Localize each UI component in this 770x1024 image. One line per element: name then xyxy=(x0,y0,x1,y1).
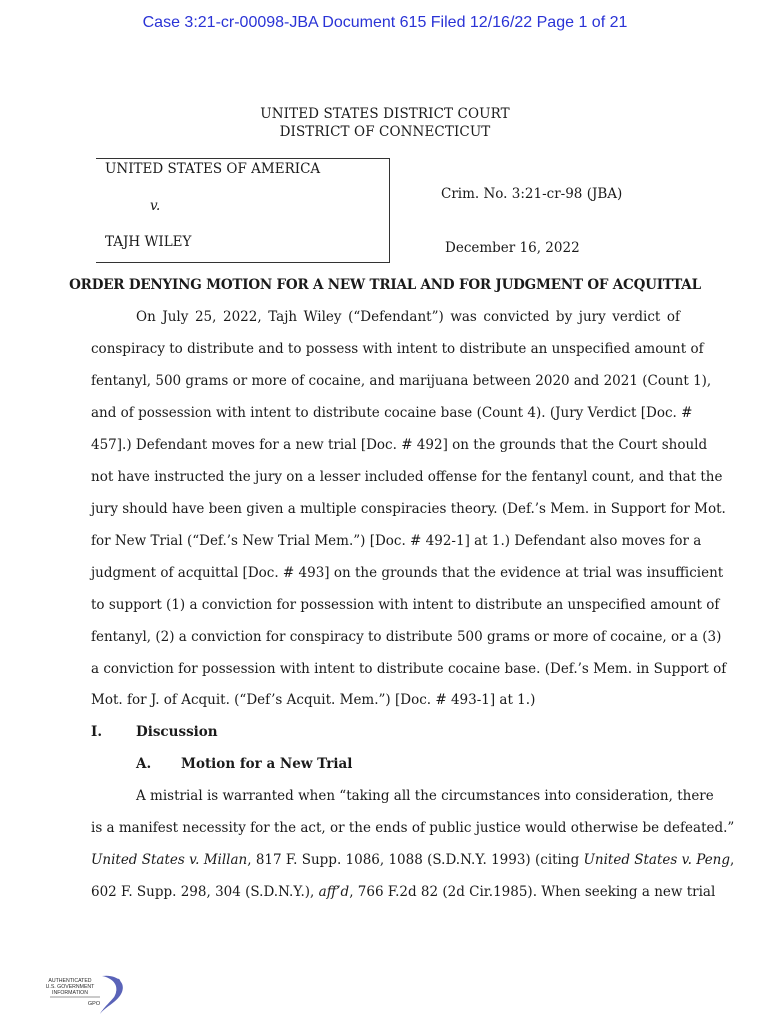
paragraph-line: United States v. Millan, 817 F. Supp. 1086, 1088 (S.D.N.Y. 1993) (citing United States v. Peng, xyxy=(91,852,735,868)
paragraph-line: a conviction for possession with intent to distribute cocaine base. (Def.’s Mem. in Support of xyxy=(91,661,727,677)
logo-text: GPO xyxy=(87,1001,101,1007)
order-title: ORDER DENYING MOTION FOR A NEW TRIAL AND FOR JUDGMENT OF ACQUITTAL xyxy=(69,277,701,293)
section-title: Discussion xyxy=(136,724,218,740)
court-district: DISTRICT OF CONNECTICUT xyxy=(279,124,491,140)
paragraph-line: Mot. for J. of Acquit. (“Def’s Acquit. Mem.”) [Doc. # 493-1] at 1.) xyxy=(91,692,536,708)
paragraph-line: and of possession with intent to distribute cocaine base (Count 4). (Jury Verdict [Doc. # xyxy=(91,405,693,421)
paragraph-line: judgment of acquittal [Doc. # 493] on the grounds that the evidence at trial was insufficient xyxy=(91,565,724,581)
caption-versus: v. xyxy=(150,198,161,214)
paragraph-line: On July 25, 2022, Tajh Wiley (“Defendant”) was convicted by jury verdict of xyxy=(136,309,680,325)
paragraph-line: 602 F. Supp. 298, 304 (S.D.N.Y.), aff’d, 766 F.2d 82 (2d Cir.1985). When seeking a new trial xyxy=(91,884,716,900)
case-citation: United States v. Millan xyxy=(91,852,248,868)
paragraph-line: not have instructed the jury on a lesser included offense for the fentanyl count, and that the xyxy=(91,469,723,485)
eagle-icon xyxy=(100,976,123,1014)
logo-text: INFORMATION xyxy=(52,990,88,996)
paragraph-line: jury should have been given a multiple conspiracies theory. (Def.’s Mem. in Support for Mot. xyxy=(91,501,726,517)
section-number: I. xyxy=(91,724,103,740)
paragraph-line: 457].) Defendant moves for a new trial [Doc. # 492] on the grounds that the Court should xyxy=(91,437,708,453)
paragraph-line: fentanyl, (2) a conviction for conspiracy to distribute 500 grams or more of cocaine, or a (3) xyxy=(91,629,722,645)
court-name: UNITED STATES DISTRICT COURT xyxy=(260,106,510,122)
paragraph-line: to support (1) a conviction for possession with intent to distribute an unspecified amount of xyxy=(91,597,720,613)
paragraph-line: fentanyl, 500 grams or more of cocaine, and marijuana between 2020 and 2021 (Count 1), xyxy=(91,373,712,389)
order-date: December 16, 2022 xyxy=(445,240,580,256)
logo-text: AUTHENTICATED xyxy=(48,978,92,984)
gpo-authentication-logo xyxy=(44,972,130,1020)
subsection-letter: A. xyxy=(136,756,152,772)
logo-text: U.S. GOVERNMENT xyxy=(45,984,95,990)
case-citation: United States v. Peng xyxy=(583,852,731,868)
paragraph-line: A mistrial is warranted when “taking all the circumstances into consideration, there xyxy=(136,788,714,804)
caption-plaintiff: UNITED STATES OF AMERICA xyxy=(105,161,321,177)
affd-citation: aff’d xyxy=(318,884,350,900)
caption-defendant: TAJH WILEY xyxy=(105,234,192,250)
subsection-title: Motion for a New Trial xyxy=(181,756,353,772)
paragraph-line: conspiracy to distribute and to possess with intent to distribute an unspecified amount of xyxy=(91,341,704,357)
paragraph-line: for New Trial (“Def.’s New Trial Mem.”) [Doc. # 492-1] at 1.) Defendant also moves for a xyxy=(91,533,702,549)
case-header-stamp: Case 3:21-cr-00098-JBA Document 615 Filed 12/16/22 Page 1 of 21 xyxy=(142,14,628,31)
case-number: Crim. No. 3:21-cr-98 (JBA) xyxy=(441,186,623,202)
paragraph-line: is a manifest necessity for the act, or the ends of public justice would otherwise be defeated.” xyxy=(91,820,735,836)
